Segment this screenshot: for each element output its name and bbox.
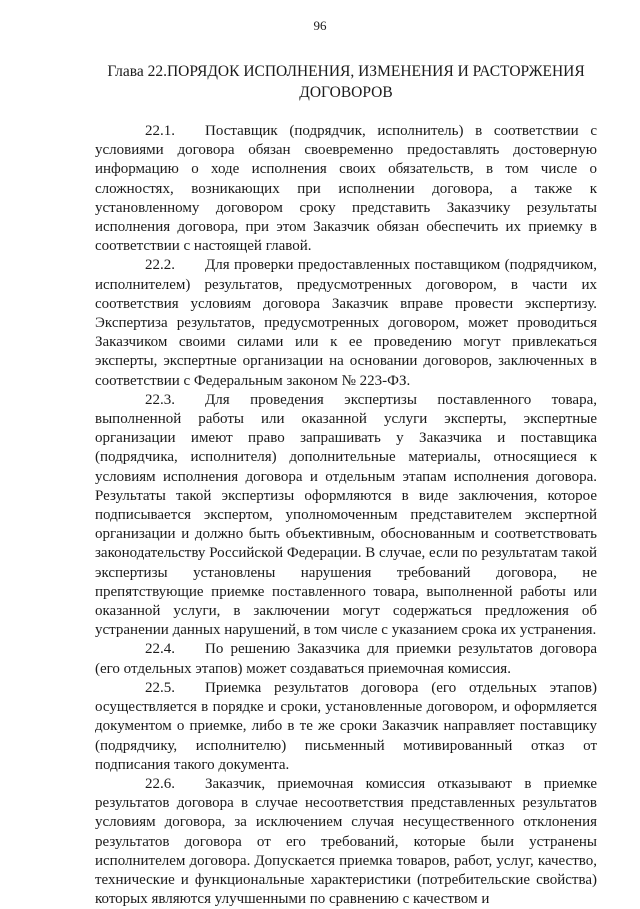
clause-22-3 — [95, 391, 597, 641]
clause-text: По решению Заказчика для приемки результатов договора (его отдельных этапов) может создаваться приемочная комиссия. — [95, 641, 597, 677]
clause-text: Приемка результатов договора (его отдельных этапов) осуществляется в порядке и сроки, установленные договором, и оформляется документом о приемке, либо в те же сроки Заказчик направляет поставщику (подрядчику, исполнителю) письменный мотивированный отказ от подписания такого документа. — [95, 679, 597, 773]
clause-number: 22.5. — [145, 679, 175, 696]
clause-22-6 — [95, 775, 597, 909]
clause-22-1 — [95, 122, 597, 256]
clause-number: 22.2. — [145, 257, 175, 274]
clause-number: 22.6. — [145, 775, 175, 792]
clause-text: Заказчик, приемочная комиссия отказывают в приемке результатов договора в случае несоответствия представленных результатов условиям договора, за исключением случая несущественного отклонения результатов договора от его требований, которые были устранены исполнителем договора. Допускается приемка товаров, работ, услуг, качество, технические и функциональные характеристики (потребительские свойства) которых являются улучшенными по сравнению с качеством и — [95, 775, 597, 908]
clause-22-2 — [95, 256, 597, 390]
clause-text: Для проверки предоставленных поставщиком (подрядчиком, исполнителем) результатов, предусмотренных договором, в части их соответствия условиям договора Заказчик вправе провести экспертизу. Экспертиза результатов, предусмотренных договором, может проводиться Заказчиком своими силами или к ее проведению могут привлекаться эксперты, экспертные организации на основании договоров, заключенных в соответствии с Федеральным законом № 223-ФЗ. — [95, 257, 597, 389]
clause-number: 22.3. — [145, 391, 175, 408]
clause-22-5 — [95, 679, 597, 775]
clause-text: Для проведения экспертизы поставленного товара, выполненной работы или оказанной услуги эксперты, экспертные организации имеют право запрашивать у Заказчика и поставщика (подрядчика, исполнителя) дополнительные материалы, относящиеся к условиям исполнения договора и отдельным этапам исполнения договора. Результаты такой экспертизы оформляются в виде заключения, которое подписывается экспертом, уполномоченным представителем экспертной организации и должно быть объективным, обоснованным и соответствовать законодательству Российской Федерации. В случае, если по результатам такой экспертизы установлены нарушения требований договора, не препятствующие приемке поставленного товара, выполненной работы или оказанной услуги, в заключении могут содержаться предложения об устранении данных нарушений, в том числе с указанием срока их устранения. — [95, 391, 597, 639]
chapter-title: Глава 22.ПОРЯДОК ИСПОЛНЕНИЯ, ИЗМЕНЕНИЯ И РАСТОРЖЕНИЯ ДОГОВОРОВ — [107, 63, 585, 101]
body-text — [95, 122, 597, 909]
clause-22-4 — [95, 640, 597, 678]
clause-number: 22.1. — [145, 123, 175, 139]
clause-number: 22.4. — [145, 641, 175, 658]
clause-text: Поставщик (подрядчик, исполнитель) в соответствии с условиями договора обязан своевременно предоставлять достоверную информацию о ходе исполнения своих обязательств, в том числе о сложностях, возникающих при исполнении договора, а также к установленному договором сроку представить Заказчику результаты исполнения договора, при этом Заказчик обязан обеспечить их приемку в соответствии с настоящей главой. — [95, 123, 597, 255]
page-number: 96 — [313, 18, 327, 33]
